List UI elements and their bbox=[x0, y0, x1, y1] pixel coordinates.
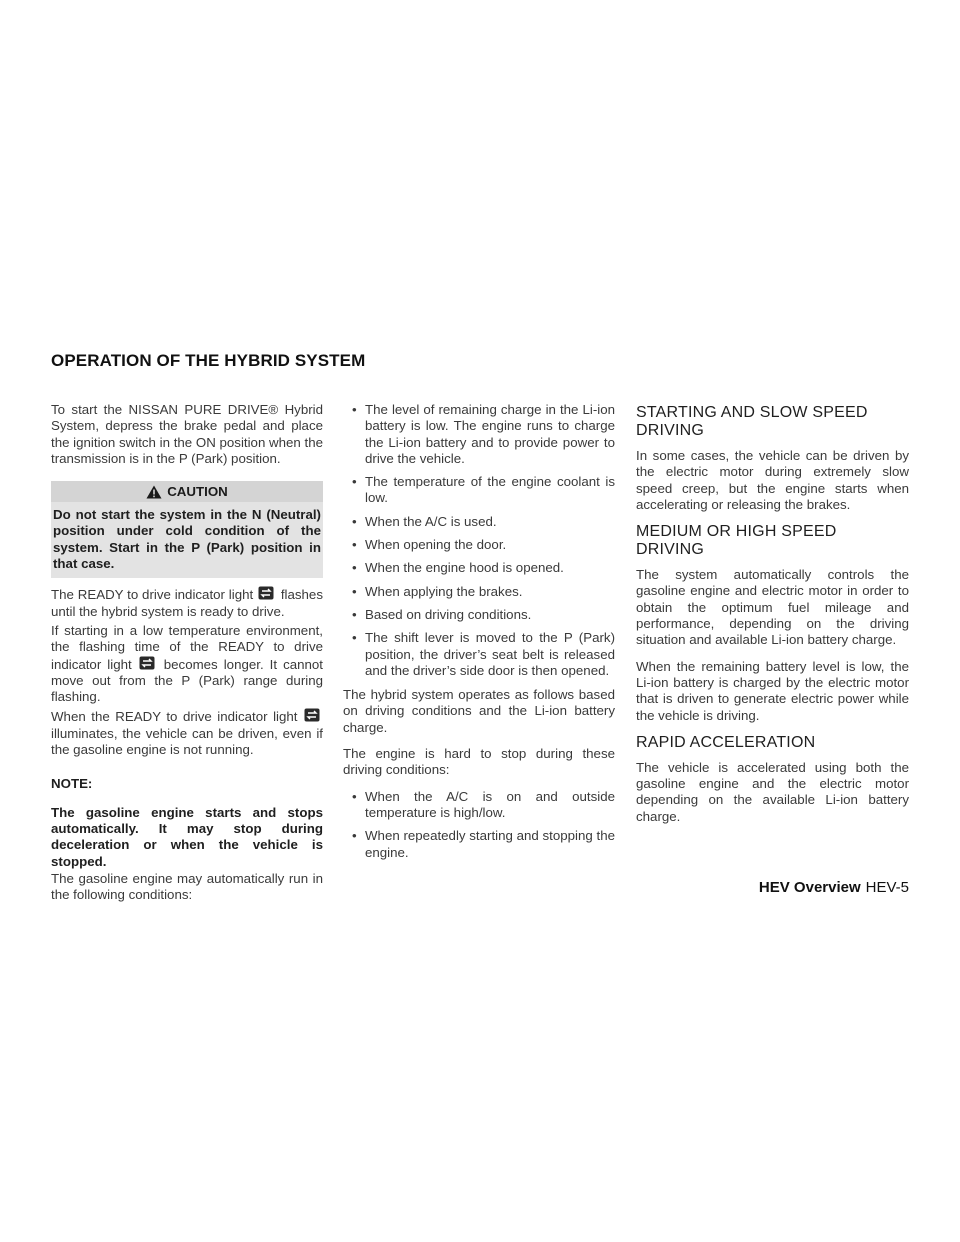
note-text: The gasoline engine starts and stops automatically. It may stop during deceleration or when the vehicle is stopped. bbox=[51, 804, 323, 869]
note-label: NOTE: bbox=[51, 776, 93, 792]
ready-indicator-icon bbox=[139, 656, 155, 670]
subheading-starting: STARTING AND SLOW SPEED DRIVING bbox=[636, 404, 868, 439]
column-3 bbox=[636, 404, 909, 835]
list-item: • The level of remaining charge in the Li-ion battery is low. The engine runs to charge the Li-ion battery and to provide power to drive the vehicle. bbox=[343, 402, 615, 467]
text: The READY to drive indicator light bbox=[51, 587, 254, 603]
text: illuminates, the vehicle can be driven, even if the gasoline engine is not running. bbox=[51, 725, 323, 758]
ready-paragraph-2 bbox=[51, 623, 323, 705]
engine-run-conditions-list bbox=[343, 402, 615, 679]
starting-paragraph: In some cases, the vehicle can be driven by the electric motor during extremely slow speed creep, but the engine starts when accelerating or releasing the brakes. bbox=[636, 448, 909, 512]
medium-high-paragraph-1: The system automatically controls the gasoline engine and electric motor in order to obtain the optimum fuel mileage and performance, depending on the driving situation and available Li-ion battery charge. bbox=[636, 567, 909, 648]
intro-paragraph: To start the NISSAN PURE DRIVE® Hybrid System, depress the brake pedal and place the ignition switch in the ON position when the transmission is in the P (Park) position. bbox=[51, 402, 324, 466]
list-item: • When repeatedly starting and stopping the engine. bbox=[343, 828, 615, 861]
ready-indicator-icon bbox=[258, 586, 274, 600]
caution-box bbox=[51, 481, 323, 578]
section-title: OPERATION OF THE HYBRID SYSTEM bbox=[51, 351, 366, 370]
page-number: HEV-5 bbox=[865, 879, 909, 896]
hard-to-stop-paragraph: The engine is hard to stop during these driving conditions: bbox=[343, 746, 615, 778]
ready-paragraph-3 bbox=[51, 708, 323, 758]
text: becomes longer. It cannot move out from the P (Park) range during flashing. bbox=[51, 656, 323, 705]
caution-text: Do not start the system in the N (Neutral) position under cold condition of the system. Start in the P (Park) position in that case. bbox=[53, 507, 321, 572]
ready-paragraph-1 bbox=[51, 586, 323, 620]
list-item: • When the A/C is used. bbox=[343, 514, 615, 530]
chapter-title: HEV Overview bbox=[758, 879, 861, 896]
hard-to-stop-list bbox=[343, 789, 615, 861]
list-item: • The temperature of the engine coolant is low. bbox=[343, 474, 615, 507]
warning-triangle-icon bbox=[146, 485, 162, 499]
list-item: • When applying the brakes. bbox=[343, 584, 615, 600]
caution-title: CAUTION bbox=[167, 483, 228, 499]
list-item: • When the engine hood is opened. bbox=[343, 560, 615, 576]
page-footer bbox=[759, 879, 909, 896]
ready-indicator-icon bbox=[304, 708, 320, 722]
subheading-medium-high: MEDIUM OR HIGH SPEED DRIVING bbox=[636, 523, 837, 559]
subheading-rapid: RAPID ACCELERATION bbox=[636, 733, 816, 751]
auto-run-paragraph: The gasoline engine may automatically run in the following conditions: bbox=[51, 870, 323, 903]
rapid-paragraph: The vehicle is accelerated using both the gasoline engine and the electric motor depending on the available Li-ion battery charge. bbox=[636, 759, 909, 824]
list-item: • Based on driving conditions. bbox=[343, 607, 615, 623]
list-item: • When the A/C is on and outside temperature is high/low. bbox=[343, 789, 615, 822]
caution-header bbox=[51, 481, 323, 502]
operation-paragraph: The hybrid system operates as follows based on driving conditions and the Li-ion battery charge. bbox=[343, 687, 615, 735]
text: If starting in a low temperature environment, the flashing time of the READY to drive indicator light bbox=[51, 622, 323, 672]
text: When the READY to drive indicator light bbox=[51, 709, 298, 725]
medium-high-paragraph-2: When the remaining battery level is low, the Li-ion battery is charged by the electric motor that is driven to generate electric power while the vehicle is driving. bbox=[636, 658, 909, 723]
list-item: • When opening the door. bbox=[343, 537, 615, 553]
list-item: • The shift lever is moved to the P (Park) position, the driver’s seat belt is released and the driver’s side door is then opened. bbox=[343, 630, 615, 679]
column-2 bbox=[343, 402, 615, 869]
text: flashes until the hybrid system is ready to drive. bbox=[51, 587, 323, 619]
column-1 bbox=[51, 402, 323, 913]
